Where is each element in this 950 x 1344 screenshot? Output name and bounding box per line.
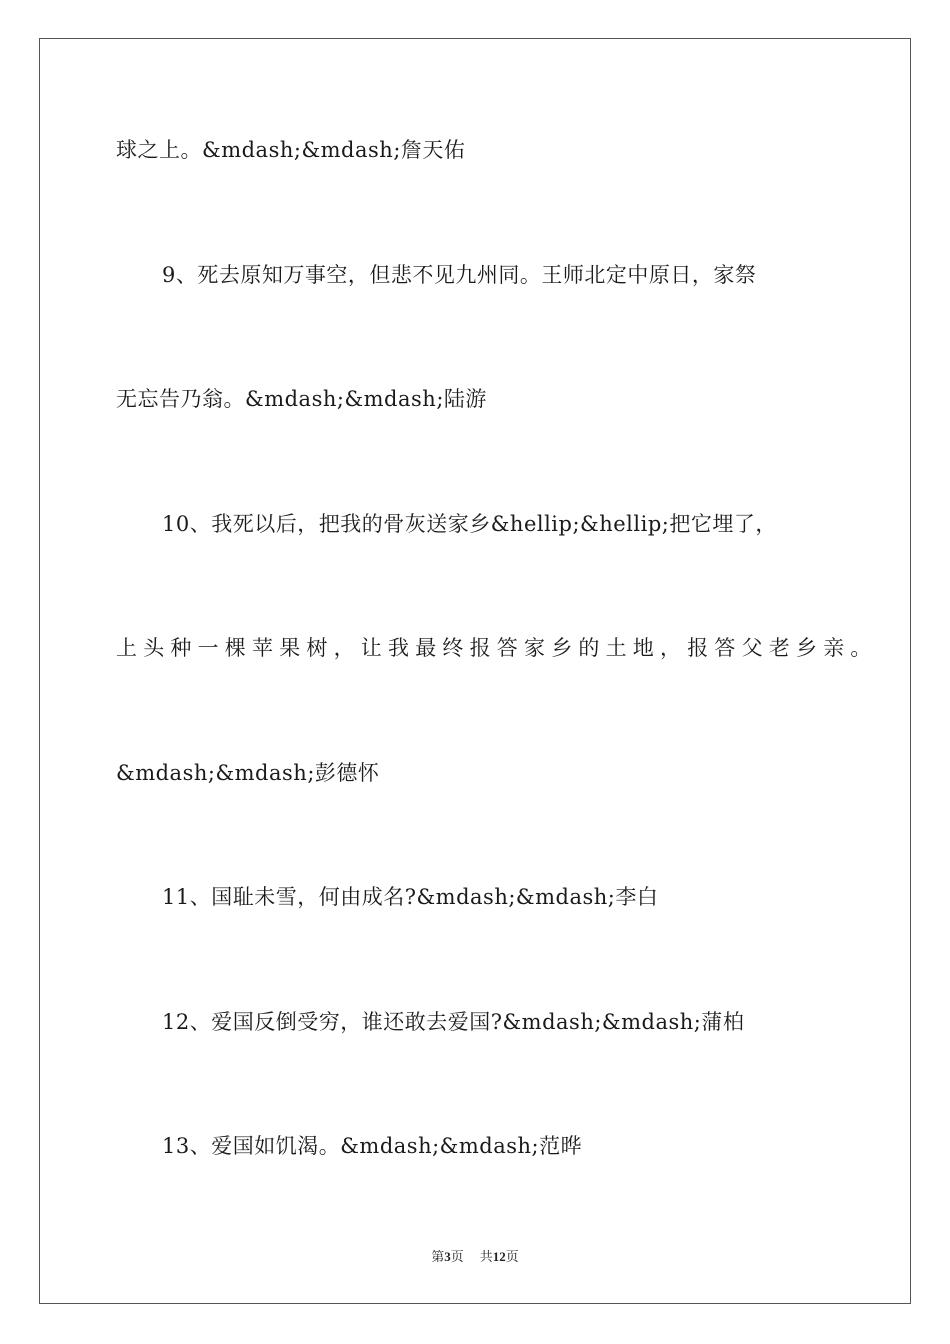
- text-line-1: 球之上。&mdash;&mdash;詹天佑: [116, 138, 466, 162]
- quote-10-line-3: &mdash;&mdash;彭德怀: [116, 761, 380, 785]
- page-number: 3: [444, 1249, 451, 1264]
- quote-11: 11、国耻未雪，何由成名?&mdash;&mdash;李白: [162, 885, 659, 909]
- page-prefix: 第: [431, 1249, 445, 1264]
- quote-12: 12、爱国反倒受穷，谁还敢去爱国?&mdash;&mdash;蒲柏: [162, 1010, 745, 1034]
- total-pages: 12: [492, 1249, 506, 1264]
- quote-10-line-1: 10、我死以后，把我的骨灰送家乡&hellip;&hellip;把它埋了，: [162, 512, 777, 536]
- page-border: [39, 38, 911, 1304]
- page-suffix: 页: [450, 1249, 464, 1264]
- quote-9-line-1: 9、死去原知万事空，但悲不见九州同。王师北定中原日，家祭: [162, 263, 757, 287]
- quote-10-line-2: 上头种一棵苹果树，让我最终报答家乡的土地，报答父老乡亲。: [116, 636, 878, 660]
- total-prefix: 共: [479, 1249, 493, 1264]
- page-footer: [0, 1248, 950, 1266]
- quote-9-line-2: 无忘告乃翁。&mdash;&mdash;陆游: [116, 387, 487, 411]
- quote-13: 13、爱国如饥渴。&mdash;&mdash;范晔: [162, 1134, 583, 1158]
- total-suffix: 页: [505, 1249, 519, 1264]
